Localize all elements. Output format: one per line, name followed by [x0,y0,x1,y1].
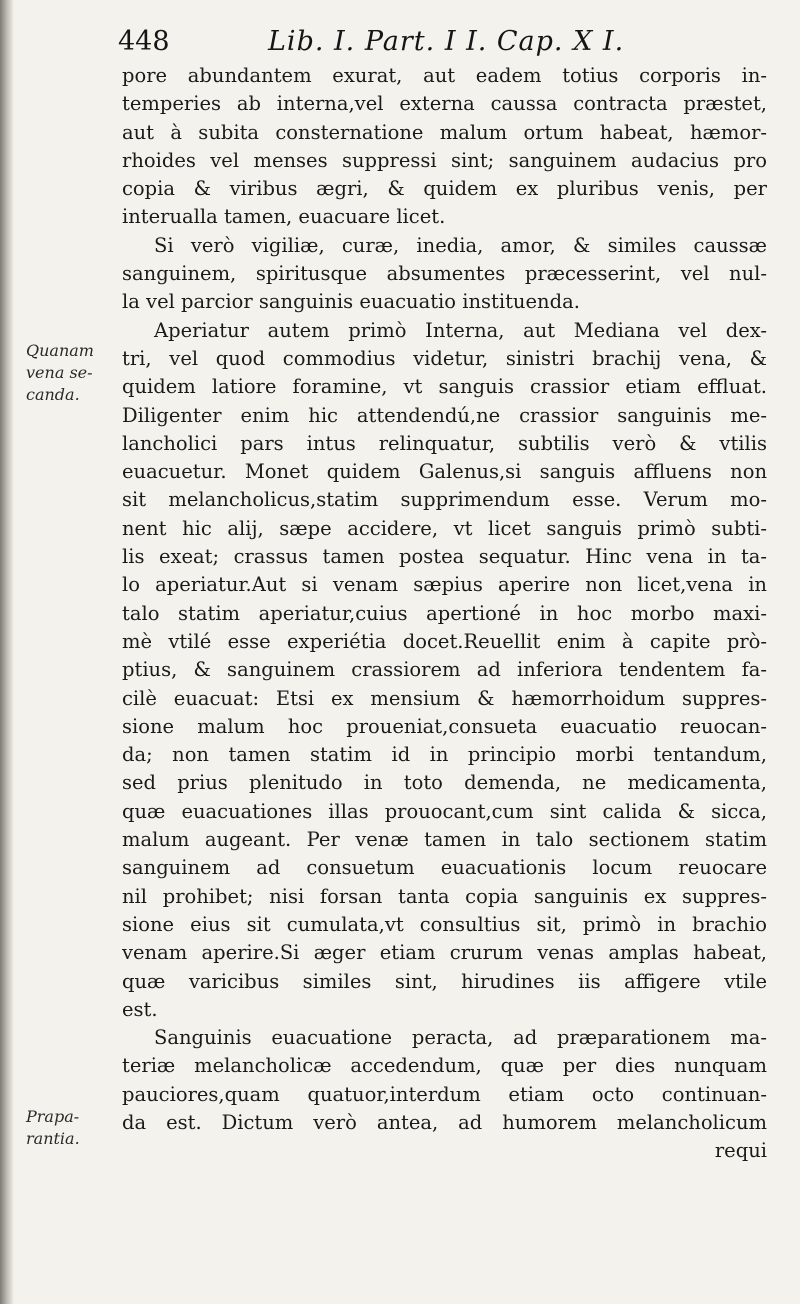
text-line: pauciores,quam quatuor,interdum etiam octo continuan- [122,1082,767,1106]
text-line: est. [122,997,158,1021]
text-line: sed prius plenitudo in toto demenda, ne medicamenta, [122,771,767,795]
text-line: tri, vel quod commodius videtur, sinistri brachij vena, & [122,346,767,370]
text-line: nent hic alij, sæpe accidere, vt licet sanguis primò subti- [122,516,767,540]
text-line: venam aperire.Si æger etiam crurum venas amplas habeat, [122,941,767,965]
text-line: ptius, & sanguinem crassiorem ad inferiora tendentem fa- [122,658,767,682]
text-line: malum augeant. Per venæ tamen in talo sectionem statim [122,828,767,852]
text-line: cilè euacuat: Etsi ex mensium & hæmorrhoidum suppres- [122,686,767,710]
text-line: euacuetur. Monet quidem Galenus,si sanguis affluens non [122,460,767,484]
text-line: copia & viribus ægri, & quidem ex pluribus venis, per [122,177,767,201]
text-line: Diligenter enim hic attendendú,ne crassior sanguinis me- [122,403,767,427]
text-line: mè vtilé esse experiétia docet.Reuellit enim à capite prò- [122,629,767,653]
text-line: quæ euacuationes illas prouocant,cum sint calida & sicca, [122,799,767,823]
text-line: lis exeat; crassus tamen postea sequatur. Hinc vena in ta- [122,545,767,569]
text-line: da est. Dictum verò antea, ad humorem melancholicum [122,1110,767,1134]
text-line: rhoides vel menses suppressi sint; sanguinem audacius pro [122,148,767,172]
body-text [122,62,767,1166]
margin-note-line: Quanam [26,341,94,360]
text-line: temperies ab interna,vel externa caussa contracta præstet, [122,92,767,116]
text-line: sanguinem ad consuetum euacuationis locum reuocare [122,856,767,880]
text-line: Sanguinis euacuatione peracta, ad præparationem ma- [154,1026,767,1050]
text-line: lancholici pars intus relinquatur, subtilis verò & vtilis [122,431,767,455]
margin-note-line: rantia. [26,1129,80,1148]
margin-note-line: vena se- [26,363,93,382]
text-line: interualla tamen, euacuare licet. [122,205,446,229]
margin-note-line: Prapa- [26,1107,80,1126]
text-line: quæ varicibus similes sint, hirudines iis affigere vtile [122,969,767,993]
text-line: quidem latiore foramine, vt sanguis crassior etiam effluat. [122,375,767,399]
text-line: sanguinem, spiritusque absumentes præcesserint, vel nul- [122,262,767,286]
page-number: 448 [118,26,170,57]
binding-gutter-shadow [0,0,14,1304]
text-line: pore abundantem exurat, aut eadem totius corporis in- [122,64,767,87]
running-head: Lib. I. Part. I I. Cap. X I. [268,26,625,57]
margin-note-praeparantia [26,1106,126,1150]
text-line: sione malum hoc proueniat,consueta euacuatio reuocan- [122,714,767,738]
margin-note-quanam-vena [26,340,126,406]
text-line: sit melancholicus,statim supprimendum esse. Verum mo- [122,488,767,512]
text-line: teriæ melancholicæ accedendum, quæ per dies nunquam [122,1054,767,1078]
text-line: nil prohibet; nisi forsan tanta copia sanguinis ex suppres- [122,884,767,908]
catchword: requi [714,1139,767,1163]
margin-note-line: canda. [26,385,80,404]
text-line: Aperiatur autem primò Interna, aut Mediana vel dex- [154,318,767,342]
text-line: aut à subita consternatione malum ortum habeat, hæmor- [122,120,767,144]
text-line: Si verò vigiliæ, curæ, inedia, amor, & similes caussæ [154,233,767,257]
text-line: sione eius sit cumulata,vt consultius sit, primò in brachio [122,912,767,936]
text-line: lo aperiatur.Aut si venam sæpius aperire non licet,vena in [122,573,767,597]
text-line: da; non tamen statim id in principio morbi tentandum, [122,743,767,767]
text-line: la vel parcior sanguinis euacuatio instituenda. [122,290,580,314]
page-header [118,20,738,60]
text-line: talo statim aperiatur,cuius apertioné in hoc morbo maxi- [122,601,767,625]
